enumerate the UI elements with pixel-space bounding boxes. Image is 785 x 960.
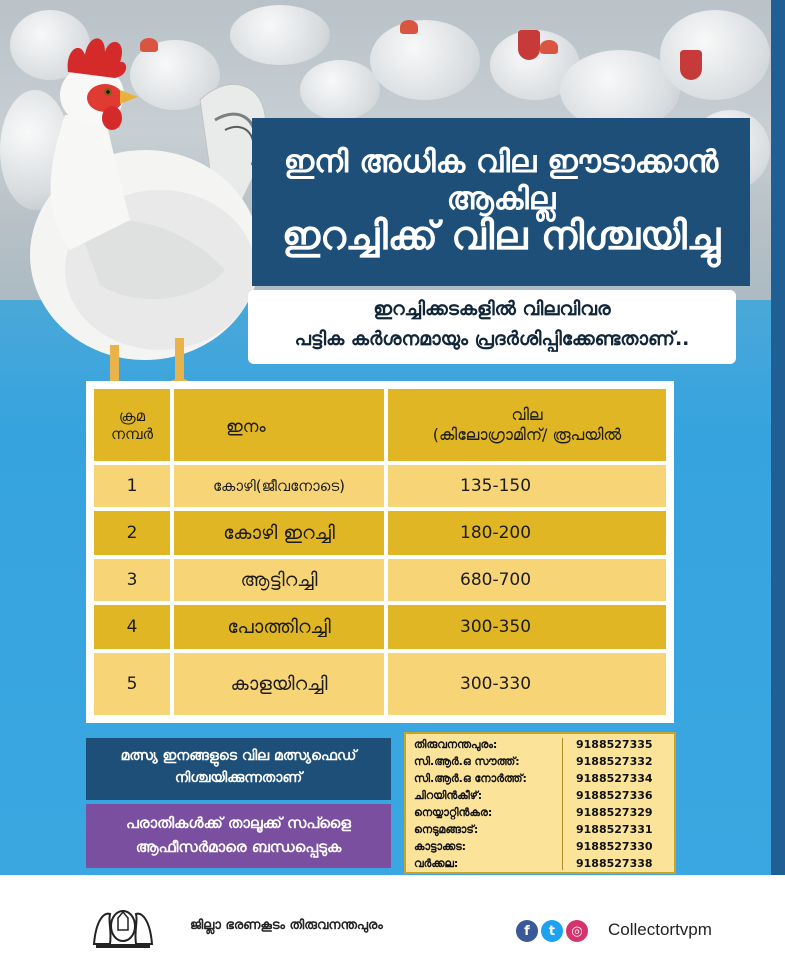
row-2-item: കോഴി ഇറച്ചി bbox=[174, 511, 384, 555]
header-item-label: ഇനം bbox=[226, 417, 266, 437]
row-4-no: 4 bbox=[94, 605, 170, 649]
row-5-no: 5 bbox=[94, 653, 170, 715]
row-5-price: 300-330 bbox=[388, 653, 666, 715]
contact-row: നെയ്യാറ്റിൻകര: 9188527329 bbox=[414, 806, 653, 819]
instagram-icon[interactable]: ◎ bbox=[566, 920, 588, 942]
complaint-note bbox=[86, 804, 391, 868]
header-serial-line-2: നമ്പർ bbox=[111, 425, 153, 443]
price-table bbox=[86, 381, 674, 723]
contact-row: തിരുവനന്തപുരം: 9188527335 bbox=[414, 738, 653, 751]
complaint-note-line-2: ആഫീസർമാരെ ബന്ധപ്പെടുക bbox=[135, 838, 342, 856]
row-2-no: 2 bbox=[94, 511, 170, 555]
row-3-no: 3 bbox=[94, 559, 170, 601]
department-name: ജില്ലാ ഭരണകൂടം തിരുവനന്തപുരം bbox=[190, 918, 383, 933]
row-1-no: 1 bbox=[94, 465, 170, 507]
hen-illustration bbox=[10, 20, 280, 395]
header-price-line-1: വില bbox=[511, 405, 543, 424]
headline-line-1: ഇനി അധിക വില ഈടാക്കാൻ ആകില്ല bbox=[283, 144, 719, 217]
row-4-price: 300-350 bbox=[388, 605, 666, 649]
header-price bbox=[388, 389, 666, 461]
header-price-line-2: (കിലോഗ്രാമിന്/ രൂപയിൽ bbox=[432, 425, 622, 444]
right-edge-stripe bbox=[771, 0, 785, 960]
contact-row: സി.ആർ.ഒ നോർത്ത്: 9188527334 bbox=[414, 772, 653, 785]
contact-row: വർക്കല: 9188527338 bbox=[414, 857, 653, 870]
subheadline-line-1: ഇറച്ചിക്കടകളിൽ വിലവിവര bbox=[373, 298, 611, 320]
contact-row: നെടുമങ്ങാട്: 9188527331 bbox=[414, 823, 653, 836]
subheadline-box bbox=[248, 290, 736, 364]
fish-note-line-1: മത്സ്യ ഇനങ്ങളുടെ വില മത്സ്യഫെഡ് bbox=[120, 748, 357, 764]
complaint-note-line-1: പരാതികൾക്ക് താലൂക്ക് സപ്ളൈ bbox=[125, 814, 351, 832]
fish-price-note bbox=[86, 738, 391, 800]
social-handle[interactable]: Collectortvpm bbox=[608, 920, 712, 939]
row-1-item: കോഴി(ജീവനോടെ) bbox=[174, 465, 384, 507]
contact-row: ചിറയിൻകീഴ്: 9188527336 bbox=[414, 789, 653, 802]
row-3-item: ആട്ടിറച്ചി bbox=[174, 559, 384, 601]
contact-row: സി.ആർ.ഒ സൗത്ത്: 9188527332 bbox=[414, 755, 653, 768]
headline-line-2: ഇറച്ചിക്ക് വില നിശ്ചയിച്ചു bbox=[281, 214, 721, 259]
fish-note-line-2: നിശ്ചയിക്കുന്നതാണ് bbox=[174, 770, 303, 786]
row-1-price: 135-150 bbox=[388, 465, 666, 507]
row-4-item: പോത്തിറച്ചി bbox=[174, 605, 384, 649]
header-serial-line-1: ക്രമ bbox=[118, 407, 146, 425]
facebook-icon[interactable]: f bbox=[516, 920, 538, 942]
header-serial bbox=[94, 389, 170, 461]
contact-row: കാട്ടാക്കട: 9188527330 bbox=[414, 840, 653, 853]
contacts-box bbox=[404, 732, 676, 874]
twitter-icon[interactable]: t bbox=[541, 920, 563, 942]
subheadline-line-2: പട്ടിക കർശനമായും പ്രദർശിപ്പിക്കേണ്ടതാണ്.. bbox=[294, 328, 690, 350]
kerala-emblem-icon bbox=[90, 900, 156, 952]
row-2-price: 180-200 bbox=[388, 511, 666, 555]
header-item bbox=[174, 389, 384, 461]
row-5-item: കാളയിറച്ചി bbox=[174, 653, 384, 715]
headline-banner bbox=[252, 118, 750, 286]
row-3-price: 680-700 bbox=[388, 559, 666, 601]
